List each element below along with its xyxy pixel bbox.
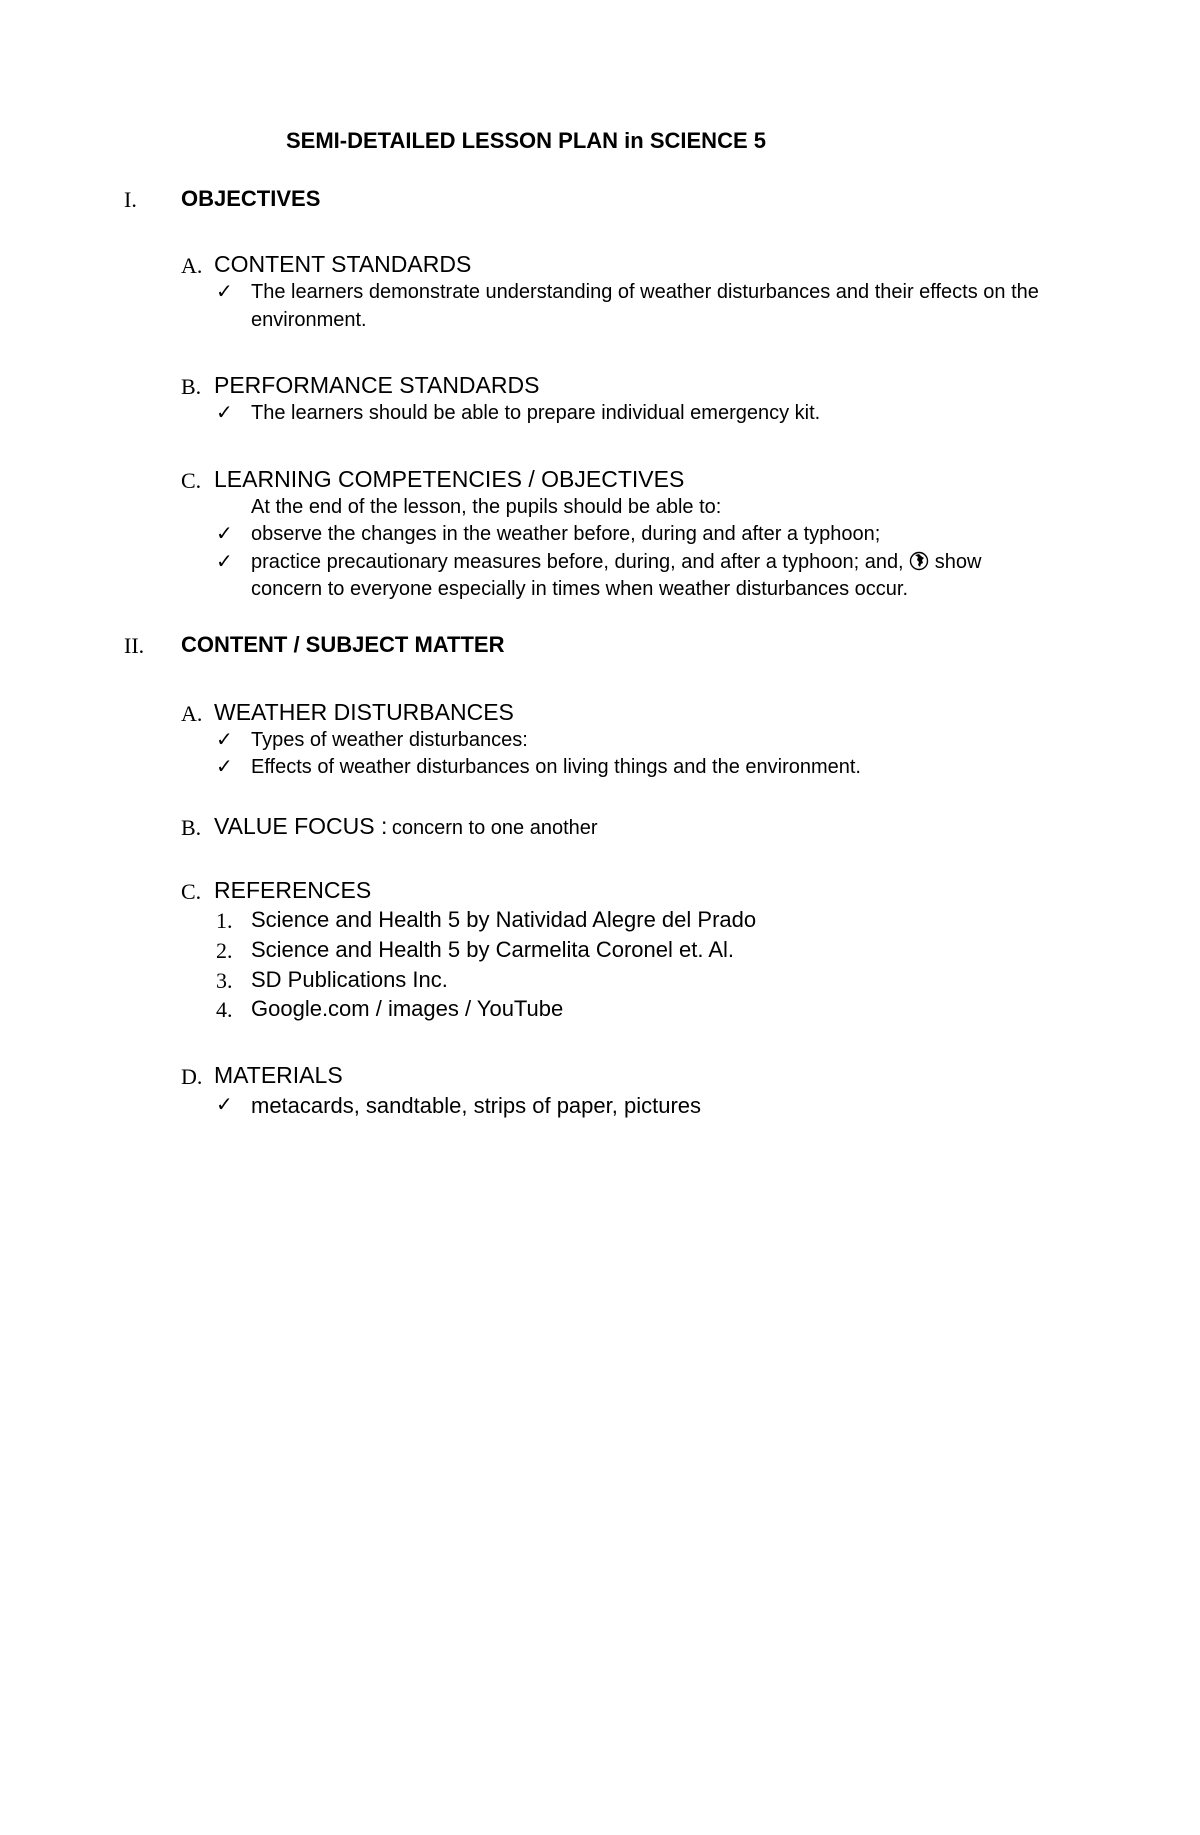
check-icon: ✓ — [216, 279, 233, 303]
value-focus — [214, 813, 598, 840]
check-icon: ✓ — [216, 727, 233, 751]
check-icon: ✓ — [216, 1092, 233, 1116]
learning-competencies-item-2-show: show — [934, 551, 982, 573]
learning-competencies-item-1: observe the changes in the weather before, during and after a typhoon; — [251, 523, 881, 545]
section-2c-letter: C. — [181, 879, 202, 904]
weather-disturbances-item-1: Types of weather disturbances: — [251, 729, 528, 751]
content-standards-line-2: environment. — [251, 309, 367, 331]
reference-number: 1. — [216, 908, 233, 933]
value-focus-heading: VALUE FOCUS : — [214, 813, 388, 839]
learning-competencies-item-2 — [251, 551, 981, 574]
section-2-numeral: II. — [124, 633, 145, 658]
weather-disturbances-item-2: Effects of weather disturbances on living things and the environment. — [251, 756, 861, 778]
check-icon: ✓ — [216, 400, 233, 424]
materials-item-1: metacards, sandtable, strips of paper, pictures — [251, 1093, 702, 1118]
materials-heading: MATERIALS — [214, 1062, 343, 1088]
references-heading: REFERENCES — [214, 877, 372, 903]
learning-competencies-heading: LEARNING COMPETENCIES / OBJECTIVES — [214, 466, 685, 492]
reference-number: 4. — [216, 997, 233, 1022]
section-2a-letter: A. — [181, 701, 203, 726]
reference-text: Science and Health 5 by Natividad Alegre del Prado — [251, 907, 757, 932]
section-1b-letter: B. — [181, 374, 202, 399]
performance-standards-heading: PERFORMANCE STANDARDS — [214, 372, 540, 398]
reference-number: 3. — [216, 968, 233, 993]
reference-text: Science and Health 5 by Carmelita Coronel et. Al. — [251, 937, 735, 962]
section-1-heading: OBJECTIVES — [181, 186, 321, 211]
page-title: SEMI-DETAILED LESSON PLAN in SCIENCE 5 — [286, 128, 766, 153]
weather-disturbances-heading: WEATHER DISTURBANCES — [214, 699, 514, 725]
learning-competencies-intro: At the end of the lesson, the pupils should be able to: — [251, 496, 722, 518]
check-icon: ✓ — [216, 521, 233, 545]
section-2d-letter: D. — [181, 1064, 203, 1089]
section-2-heading: CONTENT / SUBJECT MATTER — [181, 632, 505, 657]
learning-competencies-item-2-line-2: concern to everyone especially in times when weather disturbances occur. — [251, 578, 909, 600]
section-2b-letter: B. — [181, 815, 202, 840]
section-1c-letter: C. — [181, 468, 202, 493]
value-focus-value: concern to one another — [391, 817, 598, 839]
reference-text: Google.com / images / YouTube — [251, 996, 564, 1021]
check-icon: ✓ — [216, 754, 233, 778]
section-1a-letter: A. — [181, 253, 203, 278]
performance-standards-line-1: The learners should be able to prepare individual emergency kit. — [251, 402, 821, 424]
reference-text: SD Publications Inc. — [251, 967, 448, 992]
content-standards-heading: CONTENT STANDARDS — [214, 251, 472, 277]
reference-number: 2. — [216, 938, 233, 963]
section-1-numeral: I. — [124, 187, 137, 212]
content-standards-line-1: The learners demonstrate understanding of weather disturbances and their effects on the — [251, 281, 1039, 303]
check-icon: ✓ — [216, 549, 233, 573]
learning-competencies-item-2-text: practice precautionary measures before, during, and after a typhoon; and, — [251, 551, 904, 573]
globe-icon — [909, 551, 929, 571]
